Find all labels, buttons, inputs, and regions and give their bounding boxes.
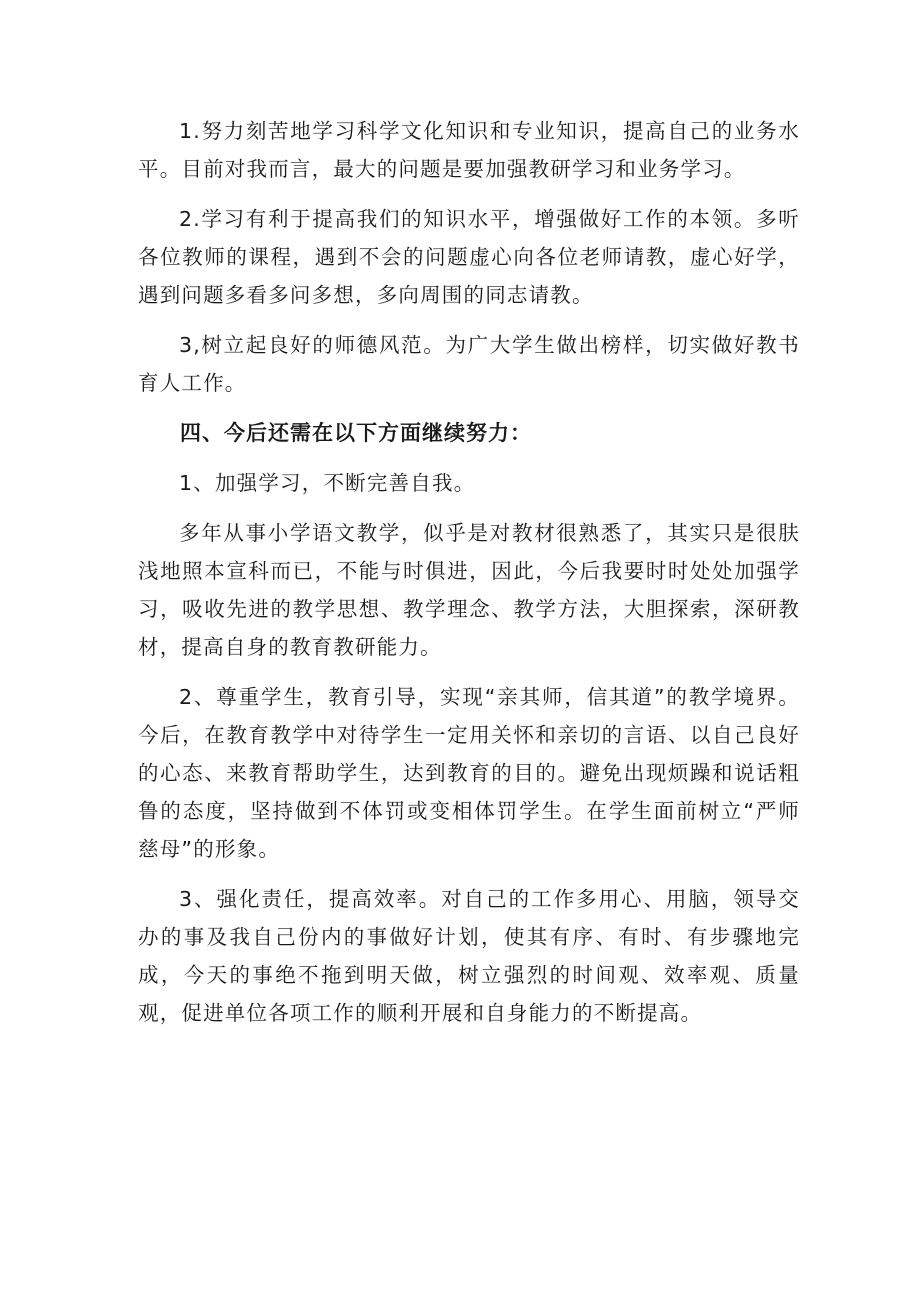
document-body — [138, 112, 800, 1044]
paragraph-1: 1.努力刻苦地学习科学文化知识和专业知识，提高自己的业务水平。目前对我而言，最大的问题是要加强教研学习和业务学习。 — [138, 119, 800, 181]
section-paragraph-1: 1、加强学习，不断完善自我。 — [179, 471, 476, 495]
paragraph-3: 3,树立起良好的师德风范。为广大学生做出榜样，切实做好教书育人工作。 — [138, 333, 800, 395]
section-paragraph-2: 多年从事小学语文教学，似乎是对教材很熟悉了，其实只是很肤浅地照本宣科而已，不能与时俱进，因此，今后我要时时处处加强学习，吸收先进的教学思想、教学理念、教学方法，大胆探索，深研教材，提高自身的教育教研能力。 — [138, 521, 800, 659]
section-paragraph-3: 2、尊重学生，教育引导，实现“亲其师，信其道”的教学境界。今后，在教育教学中对待学生一定用关怀和亲切的言语、以自己良好的心态、来教育帮助学生，达到教育的目的。避免出现烦躁和说话粗鲁的态度，坚持做到不体罚或变相体罚学生。在学生面前树立“严师慈母”的形象。 — [138, 685, 800, 861]
section-heading: 四、今后还需在以下方面继续努力： — [180, 421, 532, 445]
section-paragraph-4: 3、强化责任，提高效率。对自己的工作多用心、用脑，领导交办的事及我自己份内的事做好计划，使其有序、有时、有步骤地完成，今天的事绝不拖到明天做，树立强烈的时间观、效率观、质量观，促进单位各项工作的顺利开展和自身能力的不断提高。 — [138, 887, 800, 1025]
paragraph-2: 2.学习有利于提高我们的知识水平，增强做好工作的本领。多听各位教师的课程，遇到不会的问题虚心向各位老师请教，虚心好学，遇到问题多看多问多想，多向周围的同志请教。 — [138, 207, 800, 307]
